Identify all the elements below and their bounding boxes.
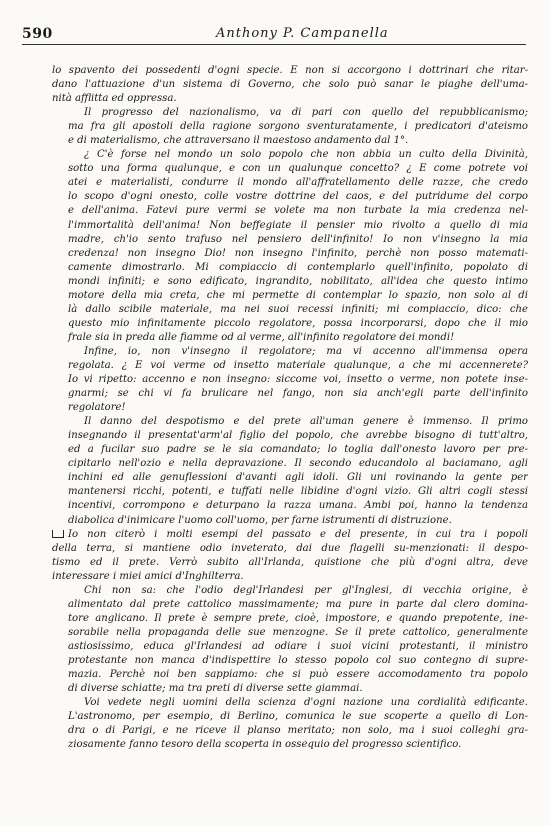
paragraph xyxy=(52,528,528,584)
text-line: ma fra gli apostoli della ragione sorgono sventuratamente, i predicatori d'ateismo xyxy=(68,121,528,133)
text-line: ed a fucilar suo padre se le sia comandato; lo toglia dall'onesto lavoro per pre- xyxy=(68,444,528,456)
paragraph xyxy=(52,148,528,345)
page-number: 590 xyxy=(22,26,53,42)
text-line: l'immortalità dell'anima! Non beffegiate il pensier mio rivolto a quello di mia xyxy=(68,219,528,231)
body-text xyxy=(52,64,528,752)
text-line xyxy=(52,528,528,542)
text-line: camente dimostrarlo. Mi compiaccio di contemplarlo quell'infinito, popolato di xyxy=(68,261,528,273)
text-line: dano l'attuazione d'un sistema di Governo, che solo può sanar le piaghe dell'uma- xyxy=(52,79,528,91)
text-line: Chi non sa: che l'odio degl'Irlandesi per gl'Inglesi, di vecchia origine, è xyxy=(84,584,528,596)
text-line: e di materialismo, che attraversano il maestoso andamento dal 1°. xyxy=(68,135,409,147)
text-line: motore della mia creta, che mi permette di contemplar lo spazio, non solo al di xyxy=(68,289,528,301)
text-line: diabolica d'inimicare l'uomo coll'uomo, per farne istrumenti di distruzione. xyxy=(68,514,452,526)
text-line: questo mio infinitamente piccolo regolatore, possa incorporarsi, dopo che il mio xyxy=(68,317,528,329)
text-line: credenza! non insegno Dio! non insegno l'infinito, perchè non posso matemati- xyxy=(68,247,528,259)
text-line: Infine, io, non v'insegno il regolatore; ma vi accenno all'immensa opera xyxy=(84,345,528,357)
text-line: atei e materialisti, condurre il mondo all'affratellamento delle razze, che credo xyxy=(68,177,528,189)
text-line: protestante non manca d'indispettire lo stesso popolo col suo contegno di supre- xyxy=(68,654,528,666)
text-line: insegnando il presentat'arm'al figlio del popolo, che avrebbe bisogno di tutt'altro, xyxy=(68,430,528,442)
text-line: frale sia in preda alle fiamme od al verme, all'infinito regolatore dei mondi! xyxy=(68,331,455,343)
page-header xyxy=(22,26,526,48)
text-line: incentivi, corrompono e deturpano la razza umana. Ambi poi, hanno la tendenza xyxy=(68,500,528,512)
text-line: tismo ed il prete. Verrò subito all'Irlanda, quistione che più d'ogni altra, deve xyxy=(52,556,528,568)
text-line: cipitarlo nell'ozio e nella depravazione. Il secondo educandolo al baciamano, agli xyxy=(68,458,528,470)
text-line: regolata. ¿ E voi verme od insetto materiale qualunque, a che mi accennerete? xyxy=(68,359,528,371)
text-line: là dallo scibile materiale, ma nei suoi recessi infiniti; mi compiaccio, dico: che xyxy=(68,303,528,315)
text-line: regolatore! xyxy=(68,402,126,414)
text-line: mantenersi ricchi, potenti, e tuffati nelle libidine d'ogni vizio. Gli altri cogli stessi xyxy=(68,486,528,498)
text-line: nità afflitta ed oppressa. xyxy=(52,93,177,105)
paragraph xyxy=(52,64,528,106)
text-line: mazia. Perchè noi ben sappiamo: che si può essere accomodamento tra popolo xyxy=(68,669,528,681)
text-line: inchini ed alle genuflessioni d'avanti agli idoli. Gli uni rovinando la gente per xyxy=(68,472,528,484)
header-rule xyxy=(22,44,526,45)
text-line: astiosissimo, educa gl'Irlandesi ad odiare i suoi vicini protestanti, il ministro xyxy=(68,640,528,652)
text-line: sorabile nella propaganda delle sue menzogne. Se il prete cattolico, generalmente xyxy=(68,626,528,638)
margin-mark-icon xyxy=(52,530,64,538)
text-line: gnarmi; se chi vi fa brulicare nel fango, non sia anch'egli parte dell'infinito xyxy=(68,388,528,400)
paragraph xyxy=(52,106,528,148)
text-line: Il progresso del nazionalismo, va di pari con quello del repubblicanismo; xyxy=(84,107,528,119)
text-line: ¿ C'è forse nel mondo un solo popolo che non abbia un culto della Divinità, xyxy=(84,149,528,161)
text-line: e dell'anima. Fatevi pure vermi se volete ma non turbate la mia credenza nel- xyxy=(68,205,528,217)
text-line: Voi vedete negli uomini della scienza d'ogni nazione una cordialità edificante. xyxy=(84,697,528,709)
text-line: sotto una forma qualunque, e con un qualunque concetto? ¿ E come potrete voi xyxy=(68,163,528,175)
paragraph xyxy=(52,345,528,415)
text-line: Io vi ripetto: accenno e non insegno: siccome voi, insetto o verme, non potete inse- xyxy=(68,374,528,386)
paragraph xyxy=(52,415,528,527)
text-line: ziosamente fanno tesoro della scoperta in ossequio del progresso scientifico. xyxy=(68,739,462,751)
text-line: madre, ch'io sento trafuso nel pensiero dell'infinito! Io non v'insegno la mia xyxy=(68,233,528,245)
text-line: della terra, si mantiene odio inveterato, dai due flagelli su-menzionati: il despo- xyxy=(52,542,528,554)
text-line: dra o di Parigi, e ne riceve il planso meritato; non solo, ma i suoi colleghi gra- xyxy=(68,725,528,737)
text-line: lo scopo d'ogni onesto, colle vostre dottrine del caos, e del putridume del corpo xyxy=(68,191,528,203)
text-line: alimentato dal prete cattolico massimamente; ma pure in parte dal clero domina- xyxy=(68,598,528,610)
text-line-content: Io non citerò i molti esempi del passato e del presente, in cui tra i popoli xyxy=(68,528,528,540)
text-line: Il danno del despotismo e del prete all'uman genere è immenso. Il primo xyxy=(84,416,528,428)
paragraph xyxy=(52,584,528,696)
text-line: lo spavento dei possedenti d'ogni specie. E non si accorgono i dottrinari che ritar- xyxy=(52,65,528,76)
running-title: Anthony P. Campanella xyxy=(216,26,389,41)
text-line: tore anglicano. Il prete è sempre prete, cioè, impostore, e quando prepotente, ine- xyxy=(68,612,528,624)
text-line: di diverse schiatte; ma tra preti di diverse sette giammai. xyxy=(68,683,363,695)
text-line: L'astronomo, per esempio, di Berlino, comunica le sue scoperte a quello di Lon- xyxy=(68,711,528,723)
text-line: mondi infiniti; e sono edificato, ingrandito, nobilitato, all'idea che questo intimo xyxy=(68,275,528,287)
paragraph xyxy=(52,696,528,752)
text-line: interessare i miei amici d'Inghilterra. xyxy=(52,570,244,582)
